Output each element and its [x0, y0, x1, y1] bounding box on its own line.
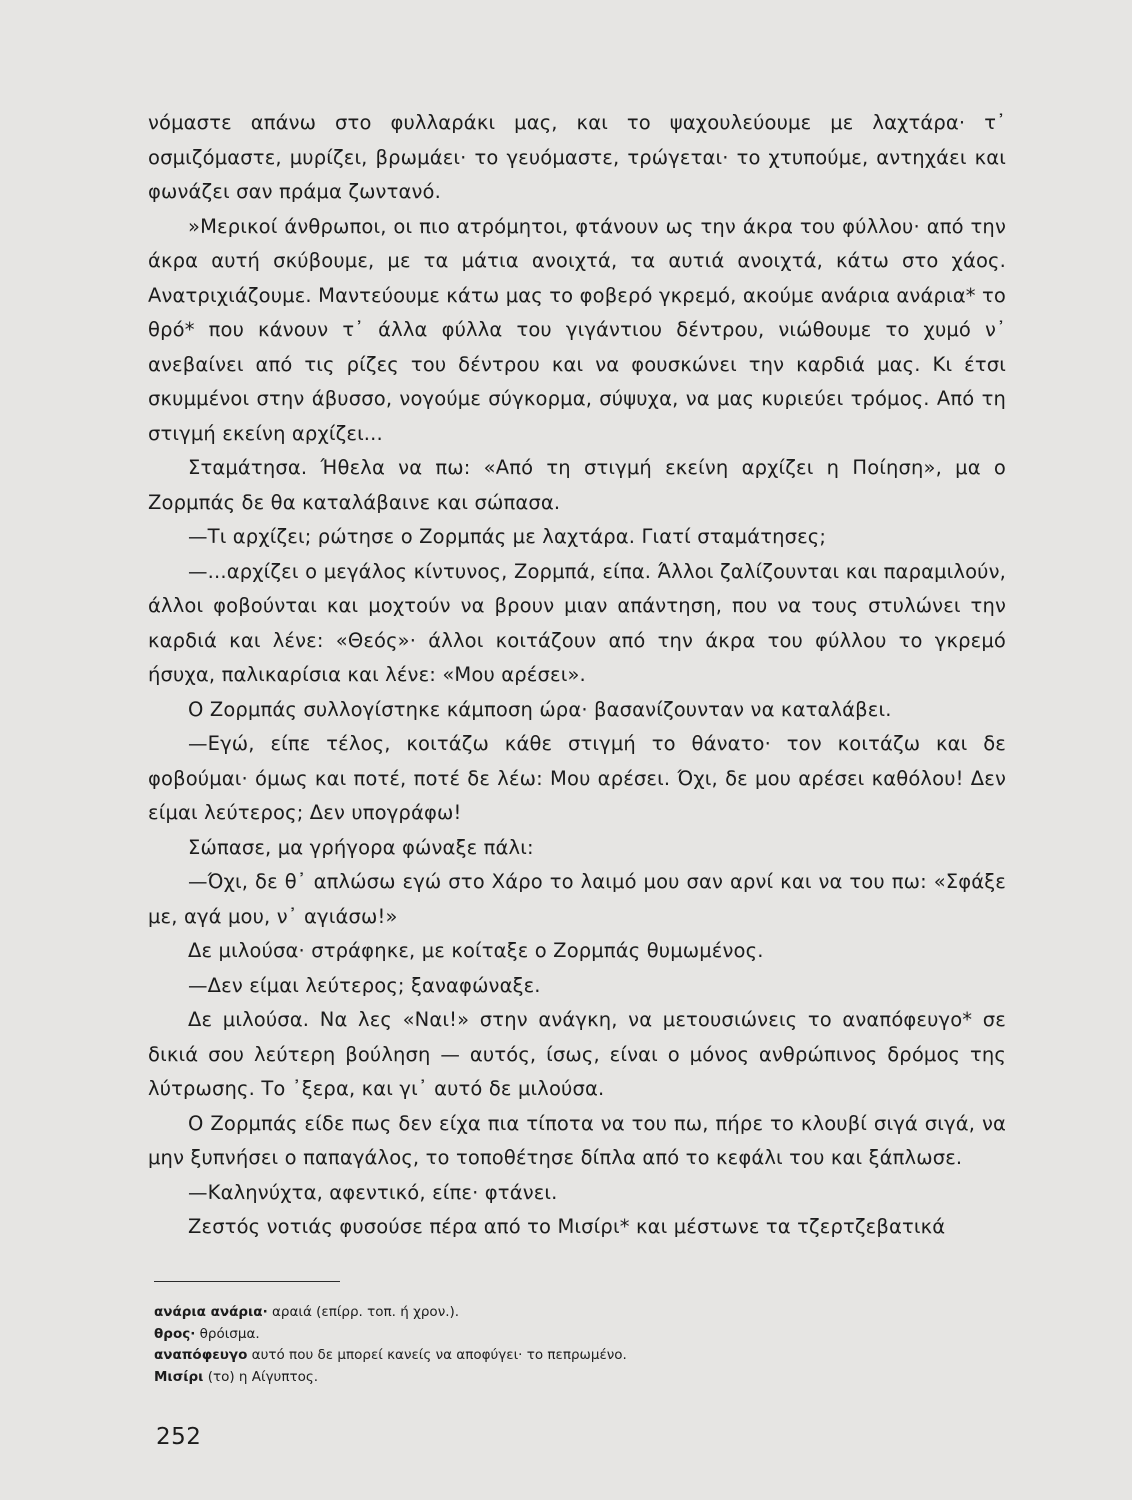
paragraph-12: Δε μιλούσα. Να λες «Ναι!» στην ανάγκη, να μετουσιώνεις το αναπόφευγο* σε δικιά σου λεύτερη βούληση — αυτός, ίσως, είναι ο μόνος ανθρώπινος δρόμος της λύτρωσης. Το ᾽ξερα, και γι᾽ αυτό δε μιλούσα. — [148, 1008, 1006, 1100]
footnote-term: αναπόφευγο — [154, 1347, 248, 1363]
footnote-term: θρος· — [154, 1325, 196, 1342]
paragraph-6: Ο Ζορμπάς συλλογίστηκε κάμποση ώρα· βασανίζουνταν να καταλάβει. — [188, 697, 892, 721]
footnote-term: ανάρια ανάρια· — [154, 1304, 268, 1320]
footnote-2 — [154, 1324, 974, 1346]
paragraph-8: Σώπασε, μα γρήγορα φώναξε πάλι: — [188, 835, 534, 859]
footnote-1 — [154, 1302, 974, 1324]
footnote-definition: (το) η Αίγυπτος. — [207, 1368, 319, 1385]
paragraph-5: —...αρχίζει ο μεγάλος κίντυνος, Ζορμπά, είπα. Άλλοι ζαλίζουνται και παραμιλούν, άλλοι φοβούνται και μοχτούν να βρουν μιαν απάντηση, που να τους στυλώνει την καρδιά και λένε: «Θεός»· άλλοι κοιτάζουν από την άκρα του φύλλου το γκρεμό ήσυχα, παλικαρίσια και λένε: «Μου αρέσει». — [148, 559, 1006, 686]
paragraph-7: —Εγώ, είπε τέλος, κοιτάζω κάθε στιγμή το θάνατο· τον κοιτάζω και δε φοβούμαι· όμως και ποτέ, ποτέ δε λέω: Μου αρέσει. Όχι, δε μου αρέσει καθόλου! Δεν είμαι λεύτερος; Δεν υπογράφω! — [148, 732, 1006, 824]
paragraph-15: Ζεστός νοτιάς φυσούσε πέρα από το Μισίρι* και μέστωνε τα τζερτζεβατικά — [188, 1215, 946, 1238]
paragraph-1: νόμαστε απάνω στο φυλλαράκι μας, και το ψαχουλεύουμε με λαχτάρα· τ᾽ οσμιζόμαστε, μυρίζει, βρωμάει· το γευόμαστε, τρώγεται· το χτυπούμε, αντηχάει και φωνάζει σαν πράμα ζωντανό. — [148, 111, 1006, 203]
page-number: 252 — [156, 1424, 202, 1450]
paragraph-3: Σταμάτησα. Ήθελα να πω: «Από τη στιγμή εκείνη αρχίζει η Ποίηση», μα ο Ζορμπάς δε θα καταλάβαινε και σώπασα. — [148, 456, 1006, 514]
footnote-definition: αυτό που δε μπορεί κανείς να αποφύγει· το πεπρωμένο. — [251, 1347, 627, 1363]
footnote-definition: θρόισμα. — [199, 1325, 260, 1342]
footnote-divider — [154, 1281, 340, 1282]
paragraph-2: »Μερικοί άνθρωποι, οι πιο ατρόμητοι, φτάνουν ως την άκρα του φύλλου· από την άκρα αυτή σκύβουμε, με τα μάτια ανοιχτά, τα αυτιά ανοιχτά, κάτω στο χάος. Ανατριχιάζουμε. Μαντεύουμε κάτω μας το φοβερό γκρεμό, ακούμε ανάρια ανάρια* το θρό* που κάνουν τ᾽ άλλα φύλλα του γιγάντιου δέντρου, νιώθουμε το χυμό ν᾽ ανεβαίνει από τις ρίζες του δέντρου και να φουσκώνει την καρδιά μας. Κι έτσι σκυμμένοι στην άβυσσο, νογούμε σύγκορμα, σύψυχα, να μας κυριεύει τρόμος. Από τη στιγμή εκείνη αρχίζει... — [148, 214, 1006, 445]
footnote-3 — [154, 1345, 974, 1367]
footnotes — [154, 1302, 974, 1388]
main-text — [148, 106, 1006, 1245]
paragraph-13: Ο Ζορμπάς είδε πως δεν είχα πια τίποτα να του πω, πήρε το κλουβί σιγά σιγά, να μην ξυπνήσει ο παπαγάλος, το τοποθέτησε δίπλα από το κεφάλι του και ξάπλωσε. — [148, 1111, 1006, 1169]
paragraph-4: —Τι αρχίζει; ρώτησε ο Ζορμπάς με λαχτάρα. Γιατί σταμάτησες; — [188, 525, 827, 548]
paragraph-11: —Δεν είμαι λεύτερος; ξαναφώναξε. — [188, 973, 541, 997]
footnote-definition: αραιά (επίρρ. τοπ. ή χρον.). — [272, 1304, 460, 1320]
paragraph-10: Δε μιλούσα· στράφηκε, με κοίταξε ο Ζορμπάς θυμωμένος. — [188, 939, 764, 962]
paragraph-14: —Καληνύχτα, αφεντικό, είπε· φτάνει. — [188, 1180, 558, 1204]
footnote-term: Μισίρι — [154, 1368, 204, 1385]
paragraph-9: —Όχι, δε θ᾽ απλώσω εγώ στο Χάρο το λαιμό μου σαν αρνί και να του πω: «Σφάξε με, αγά μου, ν᾽ αγιάσω!» — [148, 870, 1006, 928]
footnote-4 — [154, 1367, 974, 1389]
